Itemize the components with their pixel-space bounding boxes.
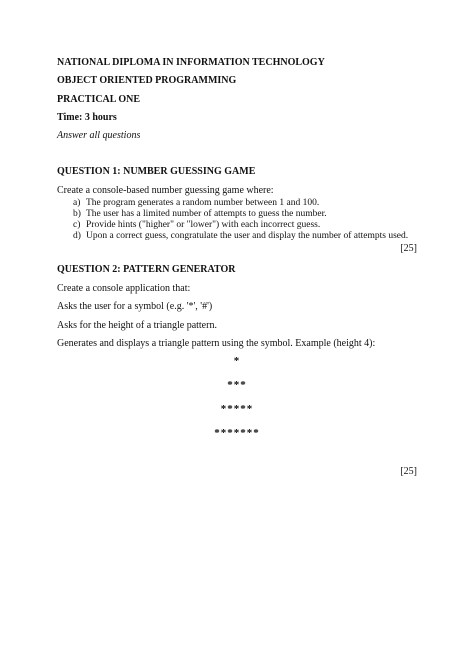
list-item-letter: a) xyxy=(73,198,81,208)
list-item-text: Provide hints ("higher" or "lower") with each incorrect guess. xyxy=(86,220,321,230)
list-item xyxy=(73,231,408,242)
question2-marks: [25] xyxy=(400,466,417,477)
list-item xyxy=(73,198,319,209)
list-item-text: The user has a limited number of attempts to guess the number. xyxy=(86,209,327,219)
pattern-row: ******* xyxy=(214,427,260,439)
pattern-row: * xyxy=(233,355,241,367)
question1-marks: [25] xyxy=(400,243,417,254)
course-heading: OBJECT ORIENTED PROGRAMMING xyxy=(57,75,237,86)
list-item-text: Upon a correct guess, congratulate the user and display the number of attempts used. xyxy=(86,231,409,241)
pattern-row: *** xyxy=(227,379,247,391)
question2-intro: Create a console application that: xyxy=(57,283,191,294)
list-item-text: The program generates a random number between 1 and 100. xyxy=(86,198,320,208)
list-item-letter: b) xyxy=(73,209,81,219)
time-allowed: Time: 3 hours xyxy=(57,112,117,123)
institution-heading: NATIONAL DIPLOMA IN INFORMATION TECHNOLOGY xyxy=(57,57,325,68)
list-item xyxy=(73,220,320,231)
list-item-letter: d) xyxy=(73,231,81,241)
question2-line2: Asks for the height of a triangle pattern. xyxy=(57,320,217,331)
practical-heading: PRACTICAL ONE xyxy=(57,94,141,105)
question2-line3: Generates and displays a triangle pattern using the symbol. Example (height 4): xyxy=(57,338,376,349)
instruction-text: Answer all questions xyxy=(57,130,141,141)
list-item-letter: c) xyxy=(73,220,81,230)
question2-line1: Asks the user for a symbol (e.g. '*', '#') xyxy=(57,301,213,312)
question2-title: QUESTION 2: PATTERN GENERATOR xyxy=(57,264,236,275)
pattern-row: ***** xyxy=(220,403,254,415)
question1-intro: Create a console-based number guessing game where: xyxy=(57,185,274,196)
question1-title: QUESTION 1: NUMBER GUESSING GAME xyxy=(57,166,256,177)
list-item xyxy=(73,209,327,220)
